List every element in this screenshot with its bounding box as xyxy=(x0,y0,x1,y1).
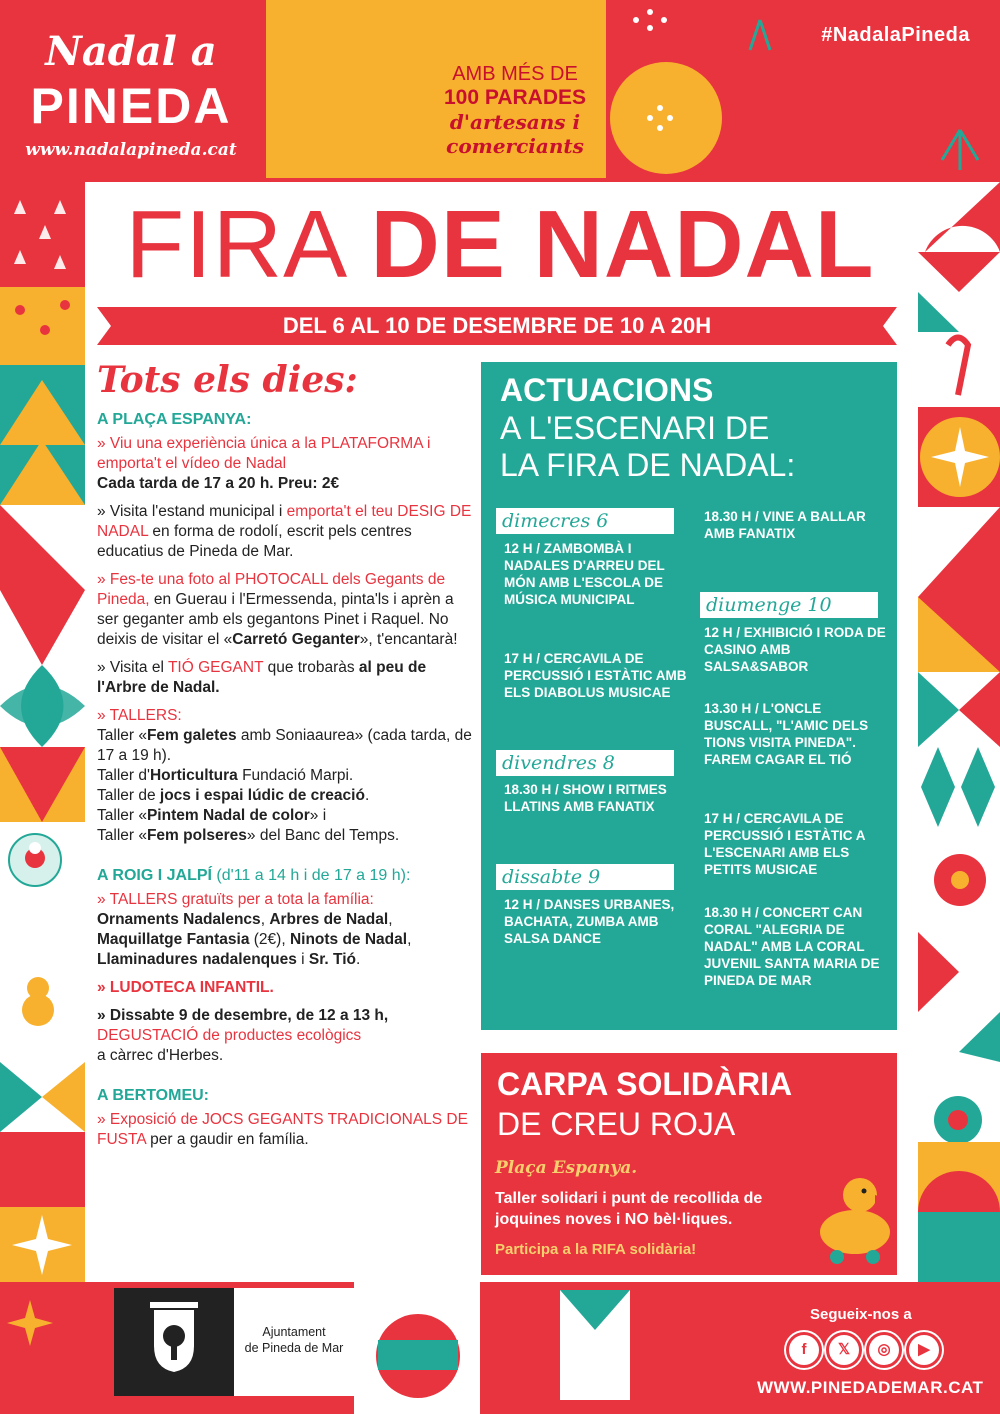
day-dissabte: dissabte 9 xyxy=(496,864,674,890)
activity-text: » Fes-te una foto al PHOTOCALL dels Gegants de Pineda, xyxy=(97,571,446,608)
activity-text: » del Banc del Temps. xyxy=(246,827,400,844)
activity-text: Taller « xyxy=(97,807,147,824)
title-part2: DE NADAL xyxy=(370,191,875,298)
activity-text: Fundació Marpi. xyxy=(237,767,354,784)
ajuntament-line2: de Pineda de Mar xyxy=(244,1341,344,1355)
activity-plataforma xyxy=(97,434,472,494)
subheading-line: LA FIRA DE NADAL: xyxy=(500,447,796,483)
ajuntament-name xyxy=(234,1288,354,1396)
event-item: 17 H / CERCAVILA DE PERCUSSIÓ I ESTÀTIC A L'ESCENARI AMB ELS PETITS MUSICAE xyxy=(704,811,866,877)
instagram-icon[interactable]: ◎ xyxy=(866,1332,902,1368)
activity-text: » Viu una experiència única a la PLATAFORMA i emporta't el vídeo de Nadal xyxy=(97,435,431,472)
event-item: 17 H / CERCAVILA DE PERCUSSIÓ I ESTÀTIC AMB ELS DIABOLUS MUSICAE xyxy=(504,651,687,700)
dates-ribbon: DEL 6 AL 10 DE DESEMBRE DE 10 A 20H xyxy=(97,307,897,345)
activity-text: Ornaments Nadalencs xyxy=(97,911,261,928)
location-placa-espanya: A PLAÇA ESPANYA: xyxy=(97,411,252,428)
activity-text: » Visita l'estand municipal i xyxy=(97,503,287,520)
stall-line1: AMB MÉS DE xyxy=(452,63,578,85)
daily-activities xyxy=(97,358,472,1158)
activity-tio xyxy=(97,658,472,698)
activity-text: » TALLERS gratuïts per a tota la família: xyxy=(97,891,374,908)
activity-text: . xyxy=(364,787,370,804)
activity-text: . xyxy=(356,951,361,968)
location-bertomeu: A BERTOMEU: xyxy=(97,1087,209,1104)
stall-text xyxy=(430,62,600,158)
youtube-icon[interactable]: ▶ xyxy=(906,1332,942,1368)
carpa-heading: CARPA SOLIDÀRIA xyxy=(497,1066,793,1102)
stall-line3: d'artesans i xyxy=(449,110,581,134)
logo-url[interactable]: www.nadalapineda.cat xyxy=(25,140,237,160)
carpa-subheading: DE CREU ROJA xyxy=(497,1106,736,1142)
activity-photocall xyxy=(97,570,472,650)
event-item: 12 H / EXHIBICIÓ I RODA DE CASINO AMB SALSA&SABOR xyxy=(704,625,886,674)
website-link[interactable]: WWW.PINEDADEMAR.CAT xyxy=(757,1378,984,1397)
activity-text: TIÓ GEGANT xyxy=(167,659,264,676)
coat-of-arms-icon xyxy=(114,1288,234,1396)
activity-degustacio xyxy=(97,1006,472,1066)
actuacions-heading: ACTUACIONS xyxy=(500,372,714,408)
activity-text: Arbres de Nadal xyxy=(269,911,389,928)
activity-text: Fem galetes xyxy=(146,727,237,744)
event-item: 13.30 H / L'ONCLE BUSCALL, "L'AMIC DELS TIONS VISITA PINEDA". FAREM CAGAR EL TIÓ xyxy=(704,701,869,767)
activity-text: Fem polseres xyxy=(146,827,247,844)
activity-text: (2€), xyxy=(249,931,290,948)
carpa-rifa: Participa a la RIFA solidària! xyxy=(495,1241,697,1258)
activity-text: », t'encantarà! xyxy=(359,631,458,648)
facebook-icon[interactable]: f xyxy=(786,1332,822,1368)
activity-tallers xyxy=(97,706,472,846)
activity-desig xyxy=(97,502,472,562)
activity-text: per a gaudir en família. xyxy=(145,1131,309,1148)
activity-text: » Dissabte 9 de desembre, de 12 a 13 h, xyxy=(97,1007,389,1024)
activity-text: Llaminadures nadalenques xyxy=(97,951,297,968)
activity-text: , xyxy=(407,931,412,948)
activity-text: i xyxy=(296,951,309,968)
activity-text: » i xyxy=(309,807,327,824)
activity-text: Taller de xyxy=(97,787,160,804)
activity-text: en forma de rodolí, escrit pels centres educatius de Pineda de Mar. xyxy=(97,523,412,560)
actuacions-subheading xyxy=(500,410,795,484)
stall-line4: comerciants xyxy=(446,134,584,158)
activity-text: , xyxy=(260,911,270,928)
carpa-place: Plaça Espanya. xyxy=(495,1158,638,1178)
activity-text: Horticultura xyxy=(149,767,238,784)
activity-text: Taller « xyxy=(97,827,147,844)
event-item: 18.30 H / CONCERT CAN CORAL "ALEGRIA DE NADAL" AMB LA CORAL JUVENIL SANTA MARIA DE PINEDA DE MAR xyxy=(704,905,880,988)
activity-text: Taller d' xyxy=(97,767,150,784)
ajuntament-line1: Ajuntament xyxy=(262,1325,326,1339)
activity-text: Taller « xyxy=(97,727,147,744)
activity-text: Sr. Tió xyxy=(308,951,356,968)
activity-tallers-gratuits xyxy=(97,890,472,970)
activity-text: » Exposició de JOCS GEGANTS TRADICIONALS DE FUSTA xyxy=(97,1111,468,1148)
carpa-text: Taller solidari i punt de recollida de joquines noves i NO bèl·liques. xyxy=(495,1190,763,1228)
event-item: 18.30 H / VINE A BALLAR AMB FANATIX xyxy=(704,509,866,541)
hashtag: #NadalaPineda xyxy=(821,24,970,46)
activity-text: Ninots de Nadal xyxy=(289,931,408,948)
event-item: 18.30 H / SHOW I RITMES LLATINS AMB FANATIX xyxy=(504,782,667,814)
day-divendres: divendres 8 xyxy=(496,750,674,776)
activity-text: Cada tarda de 17 a 20 h. Preu: 2€ xyxy=(97,475,340,492)
activity-text: Maquillatge Fantasia xyxy=(97,931,250,948)
day-dimecres: dimecres 6 xyxy=(496,508,674,534)
title-part1: FIRA xyxy=(125,191,371,298)
activity-text: Carretó Geganter xyxy=(232,631,360,648)
location-name: A ROIG I JALPÍ xyxy=(97,867,212,884)
ajuntament-logo xyxy=(114,1288,234,1396)
event-item: 12 H / ZAMBOMBÀ I NADALES D'ARREU DEL MÓN AMB L'ESCOLA DE MÚSICA MUNICIPAL xyxy=(504,541,665,607)
logo xyxy=(0,0,262,178)
day-diumenge: diumenge 10 xyxy=(700,592,878,618)
activity-text: emporta't el teu DESIG DE NADAL xyxy=(97,503,472,540)
location-roig-jalpi xyxy=(97,866,472,886)
event-item: 12 H / DANSES URBANES, BACHATA, ZUMBA AMB SALSA DANCE xyxy=(504,897,675,946)
activity-text: amb Soniaaurea» (cada tarda, de 17 a 19 h). xyxy=(97,727,472,764)
activity-text: al peu de l'Arbre de Nadal. xyxy=(97,659,427,696)
activity-text: jocs i espai lúdic de creació xyxy=(159,787,365,804)
location-hours: (d'11 a 14 h i de 17 a 19 h): xyxy=(211,867,411,884)
activity-jocs-gegants xyxy=(97,1110,472,1150)
x-icon[interactable]: 𝕏 xyxy=(826,1332,862,1368)
activity-text: Pintem Nadal de color xyxy=(146,807,310,824)
activity-text: » Visita el xyxy=(97,659,168,676)
page-title xyxy=(95,190,905,300)
logo-title: Nadal a xyxy=(45,28,217,75)
activity-text: en Guerau i l'Ermessenda, pinta'ls i aprèn a ser geganter amb els gegantons Pinet i Raquel. No deixis de visitar el « xyxy=(97,591,454,648)
activity-text: que trobaràs xyxy=(263,659,359,676)
follow-us-label: Segueix-nos a xyxy=(810,1306,912,1323)
duck-toy-icon xyxy=(815,1160,895,1270)
activity-ludoteca: » LUDOTECA INFANTIL. xyxy=(97,979,274,996)
daily-heading: Tots els dies: xyxy=(97,359,358,401)
activity-text: a càrrec d'Herbes. xyxy=(97,1047,224,1064)
activity-text: DEGUSTACIÓ de productes ecològics xyxy=(97,1027,362,1044)
logo-word: PINEDA xyxy=(30,78,232,134)
activity-text: , xyxy=(388,911,393,928)
stall-line2: 100 PARADES xyxy=(444,86,586,109)
subheading-line: A L'ESCENARI DE xyxy=(500,410,770,446)
tallers-label: » TALLERS: xyxy=(97,707,182,724)
